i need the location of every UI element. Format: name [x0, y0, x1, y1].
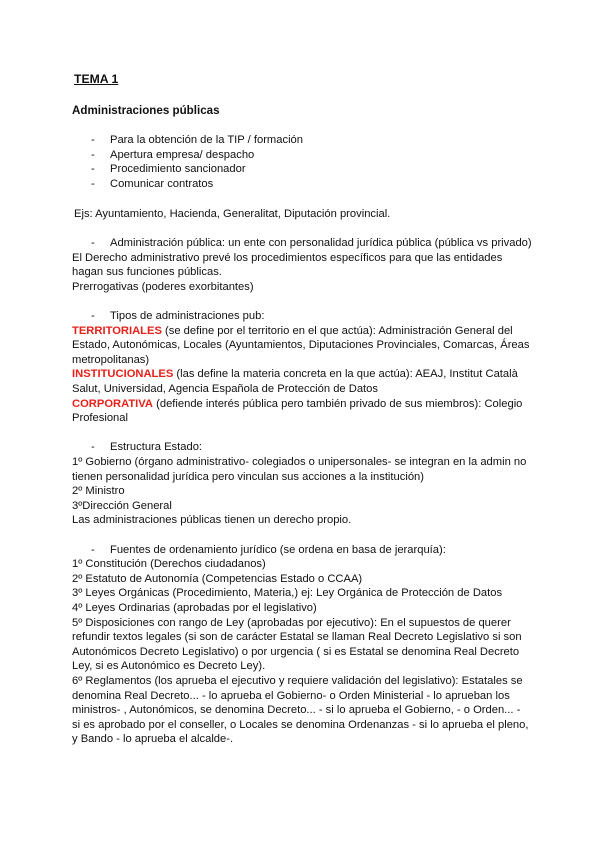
paragraph-line: hagan sus funciones públicas. [72, 266, 222, 278]
dash-bullet-icon: - [91, 441, 95, 453]
paragraph-line: Profesional [72, 412, 128, 424]
territoriales-label: TERRITORIALES [72, 325, 162, 337]
dash-bullet-icon: - [91, 134, 95, 146]
list-item: - Apertura empresa/ despacho [72, 148, 254, 162]
paragraph-line: Autonómicos Decreto Legislativo) o por urgencia ( si es Estatal se denomina Real Decreto [72, 646, 520, 658]
paragraph-line: 5º Disposiciones con rango de Ley (aprobadas por ejecutivo): En el supuestos de querer [72, 617, 511, 629]
page-title: TEMA 1 [74, 72, 119, 86]
list-item: - Fuentes de ordenamiento jurídico (se ordena en basa de jerarquía): [72, 543, 446, 557]
paragraph-line: TERRITORIALES (se define por el territorio en el que actúa): Administración General del [72, 325, 513, 337]
section-heading: Administraciones públicas [72, 104, 220, 117]
paragraph-line: Estado, Autonómicas, Locales (Ayuntamientos, Diputaciones Provinciales, Comarcas, Áreas [72, 339, 530, 351]
paragraph-line: tienen personalidad jurídica pero vinculan sus acciones a la institución) [72, 471, 424, 483]
list-item: - Estructura Estado: [72, 440, 202, 454]
paragraph-line: 1º Gobierno (órgano administrativo- colegiados o unipersonales- se integran en la admin no [72, 456, 527, 468]
paragraph-line: denomina Real Decreto... - lo aprueba el Gobierno- o Orden Ministerial - lo aprueban los [72, 690, 510, 702]
paragraph-line: metropolitanas) [72, 354, 150, 366]
examples-line: Ejs: Ayuntamiento, Hacienda, Generalitat, Diputación provincial. [74, 208, 391, 220]
list-item: - Administración pública: un ente con personalidad jurídica pública (pública vs privado) [72, 236, 532, 250]
paragraph-line: Las administraciones públicas tienen un derecho propio. [72, 514, 352, 526]
paragraph-line: El Derecho administrativo prevé los procedimientos específicos para que las entidades [72, 252, 503, 264]
dash-bullet-icon: - [91, 237, 95, 249]
paragraph-line: Prerrogativas (poderes exorbitantes) [72, 281, 254, 293]
paragraph-line: 2º Ministro [72, 485, 125, 497]
paragraph-line: Salut, Universidad, Agencia Española de Protección de Datos [72, 383, 378, 395]
institucionales-label: INSTITUCIONALES [72, 368, 174, 380]
list-item: - Comunicar contratos [72, 177, 213, 191]
paragraph-line: Ley, si es Autonómico es Decreto Ley). [72, 660, 266, 672]
paragraph-line: INSTITUCIONALES (las define la materia concreta en la que actúa): AEAJ, Institut Català [72, 368, 518, 380]
paragraph-line: 3º Leyes Orgánicas (Procedimiento, Materia,) ej: Ley Orgánica de Protección de Datos [72, 587, 503, 599]
list-item: - Procedimiento sancionador [72, 162, 246, 176]
dash-bullet-icon: - [91, 149, 95, 161]
paragraph-line: si es aprobado por el conseller, o Locales se denomina Ordenanzas - si lo aprueba el pleno, [72, 719, 529, 731]
dash-bullet-icon: - [91, 544, 95, 556]
paragraph-line: 6º Reglamentos (los aprueba el ejecutivo y requiere validación del legislativo): Estatales se [72, 675, 523, 687]
corporativa-label: CORPORATIVA [72, 398, 154, 410]
paragraph-line: 1º Constitución (Derechos ciudadanos) [72, 558, 266, 570]
dash-bullet-icon: - [91, 310, 95, 322]
paragraph-line: ministros- , Autonómicos, se denomina Decreto... - si lo aprueba el Gobierno, - o Orden... - [72, 704, 521, 716]
paragraph-line: y Bando - lo aprueba el alcalde-. [72, 733, 234, 745]
paragraph-line: 2º Estatuto de Autonomía (Competencias Estado o CCAA) [72, 573, 363, 585]
paragraph-line: 4º Leyes Ordinarias (aprobadas por el legislativo) [72, 602, 317, 614]
dash-bullet-icon: - [91, 178, 95, 190]
paragraph-line: refundir textos legales (si son de carácter Estatal se llaman Real Decreto Legislativo si son [72, 631, 522, 643]
paragraph-line: CORPORATIVA (defiende interés pública pero también privado de sus miembros): Colegio [72, 398, 523, 410]
list-item: - Tipos de administraciones pub: [72, 309, 264, 323]
paragraph-line: 3ºDirección General [72, 500, 172, 512]
list-item: - Para la obtención de la TIP / formación [72, 133, 303, 147]
dash-bullet-icon: - [91, 163, 95, 175]
